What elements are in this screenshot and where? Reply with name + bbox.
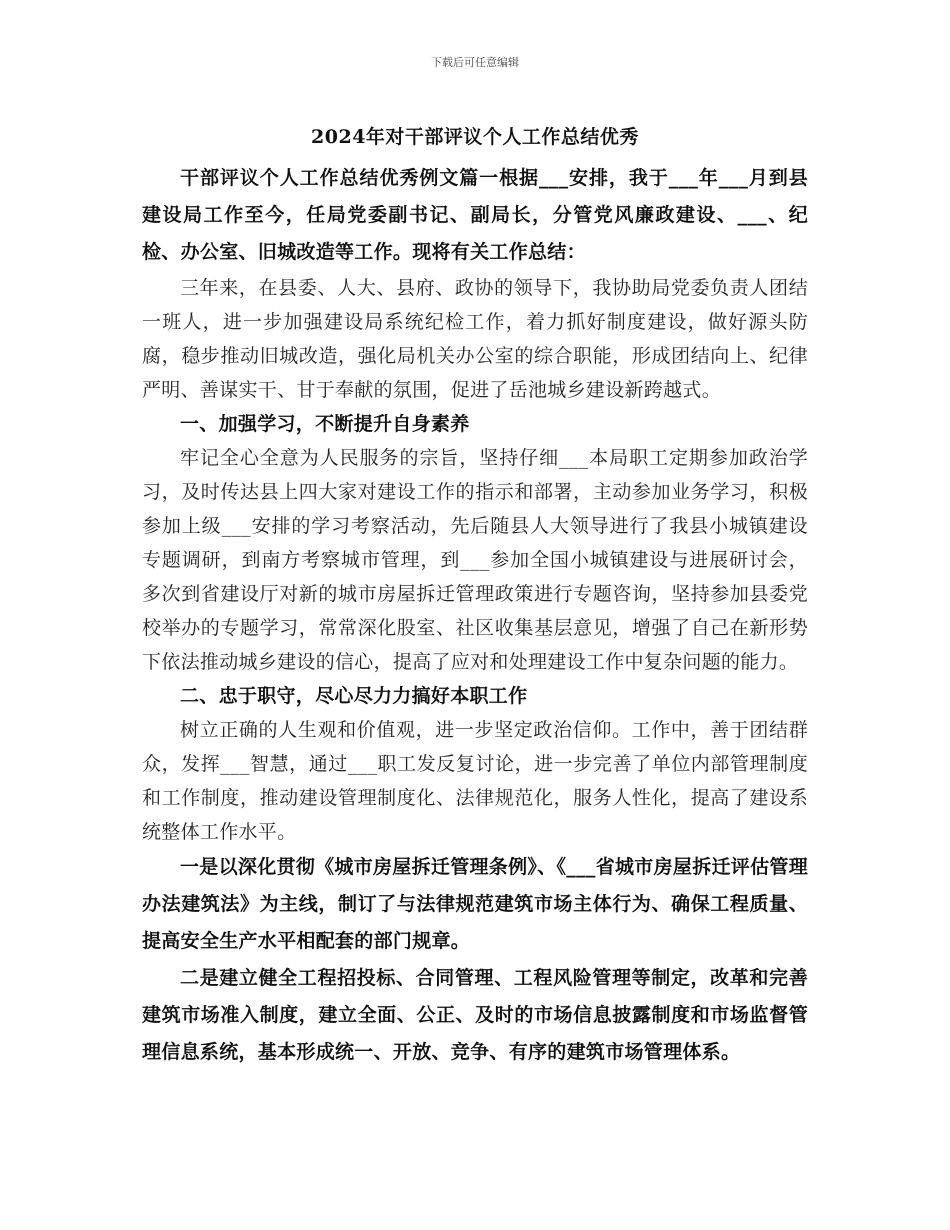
section-1-paragraph: 牢记全心全意为人民服务的宗旨，坚持仔细___本局职工定期参加政治学习，及时传达县上四大家对建设工作的指示和部署，主动参加业务学习，积极参加上级___安排的学习考察活动，先后随县人大领导进行了我县小城镇建设专题调研，到南方考察城市管理，到___参加全国小城镇建设与进展研讨会，多次到省建设厅对新的城市房屋拆迁管理政策进行专题咨询，坚持参加县委党校举办的专题学习，常常深化股室、社区收集基层意见，增强了自己在新形势下依法推动城乡建设的信心，提高了应对和处理建设工作中复杂问题的能力。	[142, 447, 808, 673]
section-heading-2: 二、忠于职守，尽心尽力力搞好本职工作	[180, 685, 528, 707]
header-note: 下载后可任意编辑	[431, 56, 519, 69]
document-body	[142, 160, 808, 1071]
point-two-paragraph: 二是建立健全工程招投标、合同管理、工程风险管理等制定，改革和完善建筑市场准入制度，建立全面、公正、及时的市场信息披露制度和市场监督管理信息系统，基本形成统一、开放、竞争、有序的建筑市场管理体系。	[142, 967, 808, 1063]
summary-paragraph: 三年来，在县委、人大、县府、政协的领导下，我协助局党委负责人团结一班人，进一步加强建设局系统纪检工作，着力抓好制度建设，做好源头防腐，稳步推动旧城改造，强化局机关办公室的综合职能，形成团结向上、纪律严明、善谋实干、甘于奉献的氛围，促进了岳池城乡建设新跨越式。	[142, 277, 808, 401]
intro-paragraph: 干部评议个人工作总结优秀例文篇一根据___安排，我于___年___月到县建设局工作至今，任局党委副书记、副局长，分管党风廉政建设、___、纪检、办公室、旧城改造等工作。现将有关工作总结：	[142, 167, 808, 263]
section-heading-1: 一、加强学习，不断提升自身素养	[180, 413, 470, 435]
section-2-paragraph: 树立正确的人生观和价值观，进一步坚定政治信仰。工作中，善于团结群众，发挥___智慧，通过___职工发反复讨论，进一步完善了单位内部管理制度和工作制度，推动建设管理制度化、法律规范化，服务人性化，提高了建设系统整体工作水平。	[142, 719, 808, 843]
point-one-paragraph: 一是以深化贯彻《城市房屋拆迁管理条例》、《___省城市房屋拆迁评估管理办法建筑法》为主线，制订了与法律规范建筑市场主体行为、确保工程质量、提高安全生产水平相配套的部门规章。	[142, 856, 809, 952]
document-title: 2024年对干部评议个人工作总结优秀	[311, 126, 639, 148]
